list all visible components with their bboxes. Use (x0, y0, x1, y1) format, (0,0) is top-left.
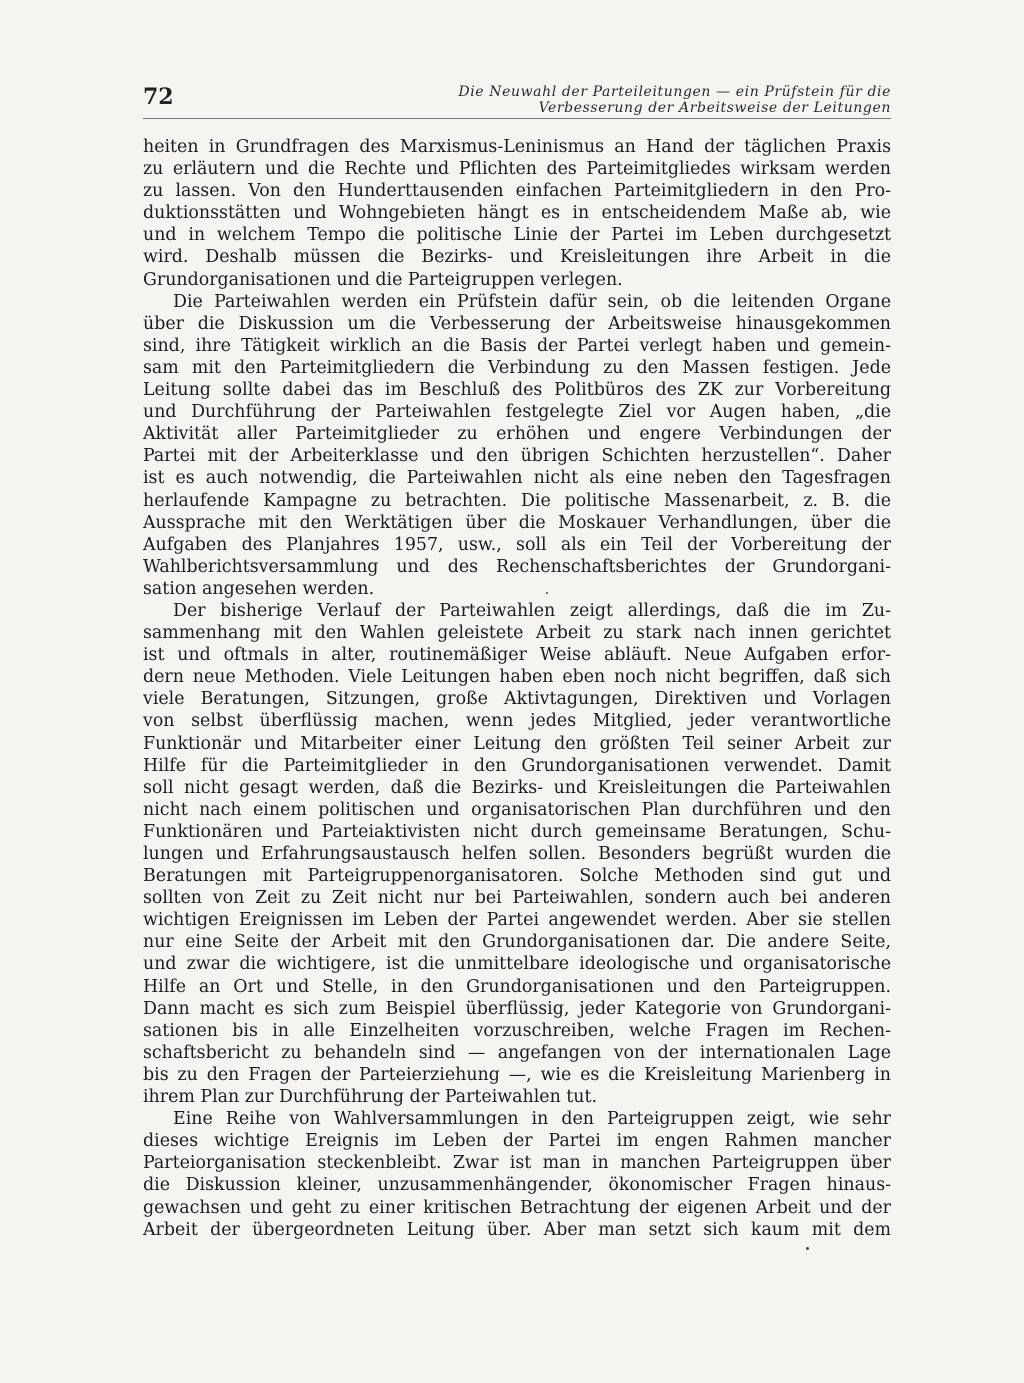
page-number: 72 (143, 84, 174, 110)
text-line: heiten in Grundfragen des Marxismus-Leninismus an Hand der täglichen Praxis (143, 137, 891, 157)
paragraph (143, 136, 891, 291)
text-line: und zwar die wichtigere, ist die unmittelbare ideologische und organisatorische (143, 954, 891, 975)
text-line: über die Diskussion um die Verbesserung der Arbeitsweise hinausgekommen (143, 313, 891, 334)
body-text (143, 136, 891, 1241)
text-line: Aussprache mit den Werktätigen über die Moskauer Verhandlungen, über die (143, 512, 891, 533)
text-line: dern neue Methoden. Viele Leitungen haben eben noch nicht begriffen, daß sich (143, 667, 891, 688)
text-line: sollten von Zeit zu Zeit nicht nur bei Parteiwahlen, sondern auch bei anderen (143, 888, 891, 909)
text-line: Aktivität aller Parteimitglieder zu erhöhen und engere Verbindungen der (143, 424, 891, 445)
text-line: zu lassen. Von den Hunderttausenden einfachen Parteimitgliedern in den Pro- (143, 181, 891, 202)
text-line: sationen bis in alle Einzelheiten vorzuschreiben, welche Fragen im Rechen- (143, 1020, 891, 1041)
text-line: Arbeit der übergeordneten Leitung über. Aber man setzt sich kaum mit dem (143, 1219, 891, 1240)
print-speck (806, 1247, 809, 1250)
text-line: dieses wichtige Ereignis im Leben der Partei im engen Rahmen mancher (143, 1131, 891, 1152)
text-line: die Diskussion kleiner, unzusammenhängender, ökonomischer Fragen hinaus- (143, 1175, 891, 1196)
text-line: Leitung sollte dabei das im Beschluß des Politbüros des ZK zur Vorbereitung (143, 380, 891, 401)
text-line: Funktionär und Mitarbeiter einer Leitung den größten Teil seiner Arbeit zur (143, 733, 891, 754)
header-rule (143, 118, 891, 119)
text-line: soll nicht gesagt werden, daß die Bezirks- und Kreisleitungen die Parteiwahlen (143, 777, 891, 798)
text-line: Partei mit der Arbeiterklasse und den übrigen Schichten herzustellen“. Daher (143, 446, 891, 467)
print-speck (546, 592, 548, 594)
text-line: zu erläutern und die Rechte und Pflichten des Parteimitgliedes wirksam werden (143, 159, 891, 180)
text-line: Eine Reihe von Wahlversammlungen in den Parteigruppen zeigt, wie sehr (173, 1109, 891, 1130)
text-line: sation angesehen werden. (143, 578, 375, 599)
running-head-line-2: Verbesserung der Arbeitsweise der Leitungen (538, 100, 891, 116)
paragraph (143, 1108, 891, 1241)
text-line: lungen und Erfahrungsaustausch helfen sollen. Besonders begrüßt wurden die (143, 844, 891, 864)
text-line: ihrem Plan zur Durchführung der Parteiwahlen tut. (143, 1087, 598, 1108)
text-line: sammenhang mit den Wahlen geleistete Arbeit zu stark nach innen gerichtet (143, 623, 891, 644)
text-line: ist und oftmals in alter, routinemäßiger Weise abläuft. Neue Aufgaben erfor- (143, 645, 891, 666)
text-line: gewachsen und geht zu einer kritischen Betrachtung der eigenen Arbeit und der (143, 1197, 891, 1218)
text-line: nur eine Seite der Arbeit mit den Grundorganisationen dar. Die andere Seite, (143, 932, 891, 953)
text-line: schaftsbericht zu behandeln sind — angefangen von der internationalen Lage (143, 1042, 891, 1063)
text-line: Dann macht es sich zum Beispiel überflüssig, jeder Kategorie von Grundorgani- (143, 998, 891, 1019)
text-line: wird. Deshalb müssen die Bezirks- und Kreisleitungen ihre Arbeit in die (143, 247, 891, 268)
text-line: Grundorganisationen und die Parteigruppen verlegen. (143, 269, 623, 290)
running-head-line-1: Die Neuwahl der Parteileitungen — ein Prüfstein für die (458, 84, 891, 100)
text-line: sam mit den Parteimitgliedern die Verbindung zu den Massen festigen. Jede (143, 357, 891, 378)
text-line: wichtigen Ereignissen im Leben der Partei angewendet werden. Aber sie stellen (143, 910, 891, 931)
text-line: viele Beratungen, Sitzungen, große Aktivtagungen, Direktiven und Vorlagen (143, 689, 891, 710)
paragraph (143, 600, 891, 1108)
text-line: duktionsstätten und Wohngebieten hängt es in entscheidendem Maße ab, wie (143, 203, 891, 224)
text-line: bis zu den Fragen der Parteierziehung —, wie es die Kreisleitung Marienberg in (143, 1064, 891, 1085)
text-line: Hilfe an Ort und Stelle, in den Grundorganisationen und den Parteigruppen. (143, 976, 891, 997)
text-line: Wahlberichtsversammlung und des Rechenschaftsberichtes der Grundorgani- (143, 556, 891, 577)
text-line: Funktionären und Parteiaktivisten nicht durch gemeinsame Beratungen, Schu- (143, 821, 891, 842)
text-line: und Durchführung der Parteiwahlen festgelegte Ziel vor Augen haben, „die (143, 402, 891, 423)
text-line: und in welchem Tempo die politische Linie der Partei im Leben durchgesetzt (143, 225, 891, 246)
text-line: sind, ihre Tätigkeit wirklich an die Basis der Partei verlegt haben und gemein- (143, 335, 891, 356)
text-line: Beratungen mit Parteigruppenorganisatoren. Solche Methoden sind gut und (143, 866, 891, 887)
text-line: Die Parteiwahlen werden ein Prüfstein dafür sein, ob die leitenden Organe (173, 291, 891, 312)
text-line: Parteiorganisation steckenbleibt. Zwar ist man in manchen Parteigruppen über (143, 1153, 891, 1174)
text-line: von selbst überflüssig machen, wenn jedes Mitglied, jeder verantwortliche (143, 711, 891, 732)
text-line: Aufgaben des Planjahres 1957, usw., soll als ein Teil der Vorbereitung der (143, 534, 891, 555)
text-line: nicht nach einem politischen und organisatorischen Plan durchführen und den (143, 799, 891, 820)
text-line: ist es auch notwendig, die Parteiwahlen nicht als eine neben den Tagesfragen (143, 468, 891, 489)
running-head (371, 84, 891, 116)
text-line: Hilfe für die Parteimitglieder in den Grundorganisationen verwendet. Damit (143, 755, 891, 776)
text-line: Der bisherige Verlauf der Parteiwahlen zeigt allerdings, daß die im Zu- (173, 600, 891, 621)
paragraph (143, 291, 891, 600)
text-line: herlaufende Kampagne zu betrachten. Die politische Massenarbeit, z. B. die (143, 490, 891, 511)
